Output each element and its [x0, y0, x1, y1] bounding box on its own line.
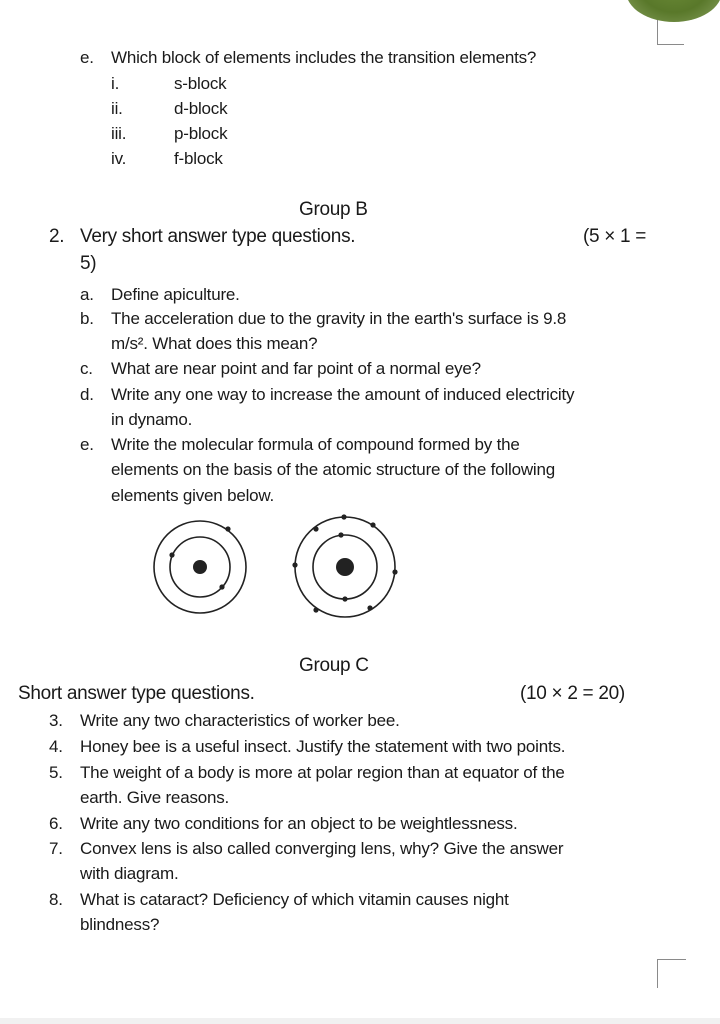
item-text: Honey bee is a useful insect. Justify the statement with two points. — [80, 737, 566, 756]
atomic-structure-diagram — [120, 505, 420, 625]
item-text: Write any one way to increase the amount of induced electricity — [111, 385, 575, 404]
atom-1-nucleus — [193, 560, 207, 574]
group-c-title: Short answer type questions. — [18, 683, 255, 704]
option-text: s-block — [174, 74, 227, 93]
electron — [219, 584, 224, 589]
page-corner-mark-bottom — [657, 959, 686, 988]
option-number: iii. — [111, 124, 127, 143]
item-text: elements on the basis of the atomic structure of the following — [111, 460, 556, 479]
item-text: The acceleration due to the gravity in the earth's surface is 9.8 — [111, 309, 567, 328]
item-label: 8. — [49, 890, 63, 909]
item-label: b. — [80, 309, 94, 328]
atom-2-diagram — [292, 514, 397, 617]
item-label: 7. — [49, 839, 63, 858]
q2-marks: (5 × 1 = — [583, 226, 647, 247]
option-text: d-block — [174, 99, 228, 118]
item-text: Convex lens is also called converging lens, why? Give the answer — [80, 839, 564, 858]
electron — [367, 605, 372, 610]
atom-2-nucleus — [336, 558, 354, 576]
profile-avatar[interactable] — [626, 0, 720, 22]
electron — [342, 596, 347, 601]
electron — [225, 526, 230, 531]
item-label: 5. — [49, 763, 63, 782]
page-bottom-edge — [0, 1018, 720, 1024]
item-text: elements given below. — [111, 486, 275, 505]
group-b-heading: Group B — [299, 199, 368, 220]
item-text: Write the molecular formula of compound formed by the — [111, 435, 520, 454]
electron — [370, 522, 375, 527]
item-text: Write any two conditions for an object to be weightlessness. — [80, 814, 518, 833]
electron — [392, 569, 397, 574]
option-number: iv. — [111, 149, 127, 168]
electron — [169, 552, 174, 557]
item-text: Write any two characteristics of worker bee. — [80, 711, 400, 730]
q2-number: 2. — [49, 226, 65, 247]
option-number: ii. — [111, 99, 123, 118]
item-label: 4. — [49, 737, 63, 756]
item-text: with diagram. — [80, 864, 179, 883]
item-text: Define apiculture. — [111, 285, 240, 304]
option-text: f-block — [174, 149, 223, 168]
item-text: What are near point and far point of a normal eye? — [111, 359, 481, 378]
item-text: in dynamo. — [111, 410, 193, 429]
item-text: earth. Give reasons. — [80, 788, 230, 807]
electron — [313, 607, 318, 612]
electron — [341, 514, 346, 519]
item-text: What is cataract? Deficiency of which vitamin causes night — [80, 890, 509, 909]
atom-1-diagram — [154, 521, 246, 613]
q1e-label: e. — [80, 48, 94, 67]
item-label: a. — [80, 285, 94, 304]
electron — [313, 526, 318, 531]
item-label: 6. — [49, 814, 63, 833]
item-label: 3. — [49, 711, 63, 730]
item-label: e. — [80, 435, 94, 454]
electron — [338, 532, 343, 537]
item-label: c. — [80, 359, 93, 378]
q2-title: Very short answer type questions. — [80, 226, 356, 247]
item-label: d. — [80, 385, 94, 404]
option-text: p-block — [174, 124, 228, 143]
q2-marks-cont: 5) — [80, 253, 97, 274]
page-corner-mark-top — [657, 20, 684, 45]
option-number: i. — [111, 74, 120, 93]
item-text: m/s². What does this mean? — [111, 334, 318, 353]
item-text: blindness? — [80, 915, 160, 934]
item-text: The weight of a body is more at polar region than at equator of the — [80, 763, 565, 782]
q1e-question: Which block of elements includes the transition elements? — [111, 48, 537, 67]
group-c-marks: (10 × 2 = 20) — [520, 683, 625, 704]
group-c-heading: Group C — [299, 655, 369, 676]
electron — [292, 562, 297, 567]
